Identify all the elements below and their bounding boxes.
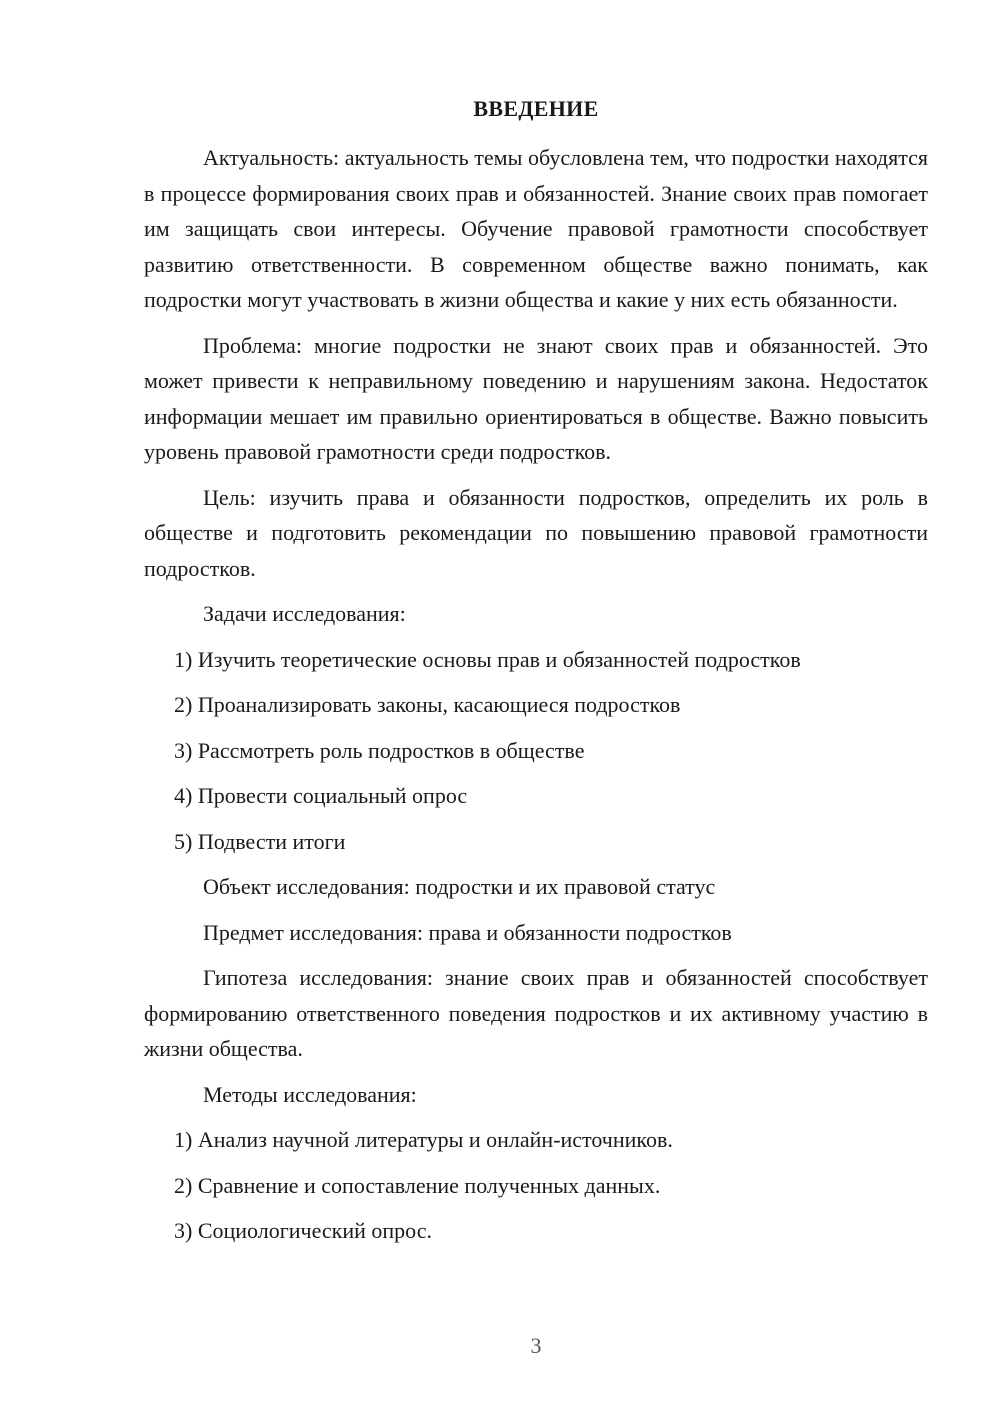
relevance-paragraph: Актуальность: актуальность темы обусловлена тем, что подростки находятся в процессе формирования своих прав и обязанностей. Знание своих прав помогает им защищать свои интересы. Обучение правовой грамотности способствует развитию ответственности. В современном обществе важно понимать, как подростки могут участвовать в жизни общества и какие у них есть обязанности. xyxy=(144,145,928,312)
page-number: 3 xyxy=(530,1333,542,1358)
hypothesis-paragraph: Гипотеза исследования: знание своих прав и обязанностей способствует формированию ответственного поведения подростков и их активному участию в жизни общества. xyxy=(144,965,928,1061)
goal-paragraph: Цель: изучить права и обязанности подростков, определить их роль в обществе и подготовить рекомендации по повышению правовой грамотности подростков. xyxy=(144,484,928,581)
methods-heading: Методы исследования: xyxy=(203,1081,417,1107)
task-item: 2) Проанализировать законы, касающиеся подростков xyxy=(174,692,681,717)
methods-list xyxy=(144,1122,928,1249)
method-item: 2) Сравнение и сопоставление полученных данных. xyxy=(174,1172,661,1198)
task-item: 1) Изучить теоретические основы прав и обязанностей подростков xyxy=(174,646,801,672)
method-item: 1) Анализ научной литературы и онлайн-источников. xyxy=(174,1127,673,1152)
research-object: Объект исследования: подростки и их правовой статус xyxy=(203,874,716,899)
document-title: ВВЕДЕНИЕ xyxy=(473,96,599,121)
task-item: 3) Рассмотреть роль подростков в обществе xyxy=(174,737,585,763)
method-item: 3) Социологический опрос. xyxy=(174,1218,432,1243)
task-item: 4) Провести социальный опрос xyxy=(174,783,468,808)
research-subject: Предмет исследования: права и обязанности подростков xyxy=(203,919,732,945)
problem-paragraph: Проблема: многие подростки не знают своих прав и обязанностей. Это может привести к неправильному поведению и нарушениям закона. Недостаток информации мешает им правильно ориентироваться в обществе. Важно повысить уровень правовой грамотности среди подростков. xyxy=(144,332,928,464)
document-body xyxy=(144,140,928,1259)
task-item: 5) Подвести итоги xyxy=(174,828,346,854)
tasks-heading: Задачи исследования: xyxy=(203,601,406,626)
tasks-list xyxy=(144,642,928,860)
